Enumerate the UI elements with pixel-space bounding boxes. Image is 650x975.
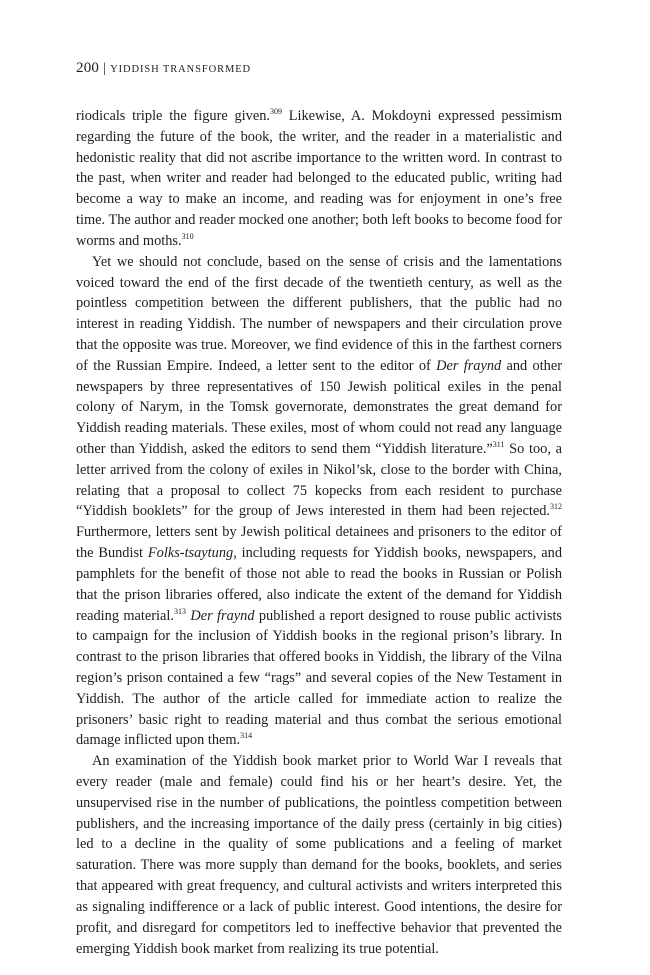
text-run: Yet we should not conclude, based on the sense of crisis and the lamentations voiced toward the end of the first decade of the twentieth century, as well as the pointless competition between the different publishers, that the public had no interest in reading Yiddish. The number of newspapers and their circulation prove that the opposite was true. Moreover, we find evidence of this in the farthest corners of the Russian Empire. Indeed, a letter sent to the editor of: [76, 253, 562, 374]
footnote-ref: 312: [550, 502, 562, 512]
footnote-ref: 313: [173, 606, 186, 616]
paragraph: [76, 106, 562, 252]
footnote-ref: 314: [240, 731, 253, 741]
text-run: An examination of the Yiddish book market prior to World War I reveals that every reader (male and female) could find his or her heart’s desire. Yet, the unsupervised rise in the number of publications, the pointless competition between publishers, and the increasing importance of the daily press (certainly in big cities) led to a decline in the quality of some publications and a feeling of market saturation. There was more supply than demand for the books, booklets, and series that appeared with great frequency, and cultural activists and writers interpreted this as signaling indifference or a lack of public interest. Good intentions, the desire for profit, and disregard for competitors led to ineffective behavior that prevented the emerging Yiddish book market from realizing its true potential.: [76, 753, 562, 957]
text-run: , including requests for Yiddish books, newspapers, and pamphlets for the benefit of those not able to read the books in Russian or Polish that the prison libraries offered, also indicate the extent of the demand for Yiddish reading material.: [76, 545, 562, 624]
italic-title: Der fraynd: [436, 357, 502, 374]
footnote-ref: 309: [269, 107, 282, 116]
running-head-title: YIDDISH TRANSFORMED: [110, 64, 252, 75]
text-run: published a report designed to rouse public activists to campaign for the inclusion of Yiddish books in the regional prison’s library. In contrast to the prison libraries that offered books in Yiddish, the library of the Vilna region’s prison contained a few “rags” and several copies of the New Testament in Yiddish. The author of the article called for immediate action to realize the prisoners’ basic right to reading material and thus combat the serious emotional damage inflicted upon them.: [76, 607, 563, 749]
paragraph: [76, 751, 562, 959]
footnote-ref: 310: [181, 231, 194, 241]
running-head: [76, 60, 251, 77]
body-text: [76, 106, 562, 959]
text-run: and other newspapers by three representatives of 150 Jewish political exiles in the penal colony of Narym, in the Tomsk governorate, demonstrates the great demand for Yiddish reading materials. These exiles, most of whom could not read any language other than Yiddish, asked the editors to send them “Yiddish literature.”: [76, 357, 562, 457]
text-run: So too, a letter arrived from the colony of exiles in Nikol’sk, close to the border with China, relating that a proposal to collect 75 kopecks from each resident to purchase “Yiddish booklets” for the group of Jews interested in them had been rejected.: [76, 441, 562, 520]
italic-title: Der fraynd: [190, 607, 255, 624]
text-run: riodicals triple the figure given.: [76, 108, 270, 124]
text-run: Likewise, A. Mokdoyni expressed pessimism regarding the future of the book, the writer, and the reader in a materialistic and hedonistic reality that did not ascribe importance to the written word. In contrast to the past, when writer and reader had belonged to the educated public, writing had become a way to make an income, and reading was for enjoyment in one’s free time. The author and reader mocked one another; both left books to become food for worms and moths.: [76, 108, 562, 249]
footnote-ref: 311: [492, 440, 505, 449]
page-number: 200: [76, 60, 100, 76]
running-head-separator: |: [103, 61, 107, 76]
paragraph: [76, 252, 562, 752]
text-run: Furthermore, letters sent by Jewish political detainees and prisoners to the editor of the Bundist: [76, 524, 562, 562]
italic-title: Folks-tsaytung: [147, 545, 234, 562]
